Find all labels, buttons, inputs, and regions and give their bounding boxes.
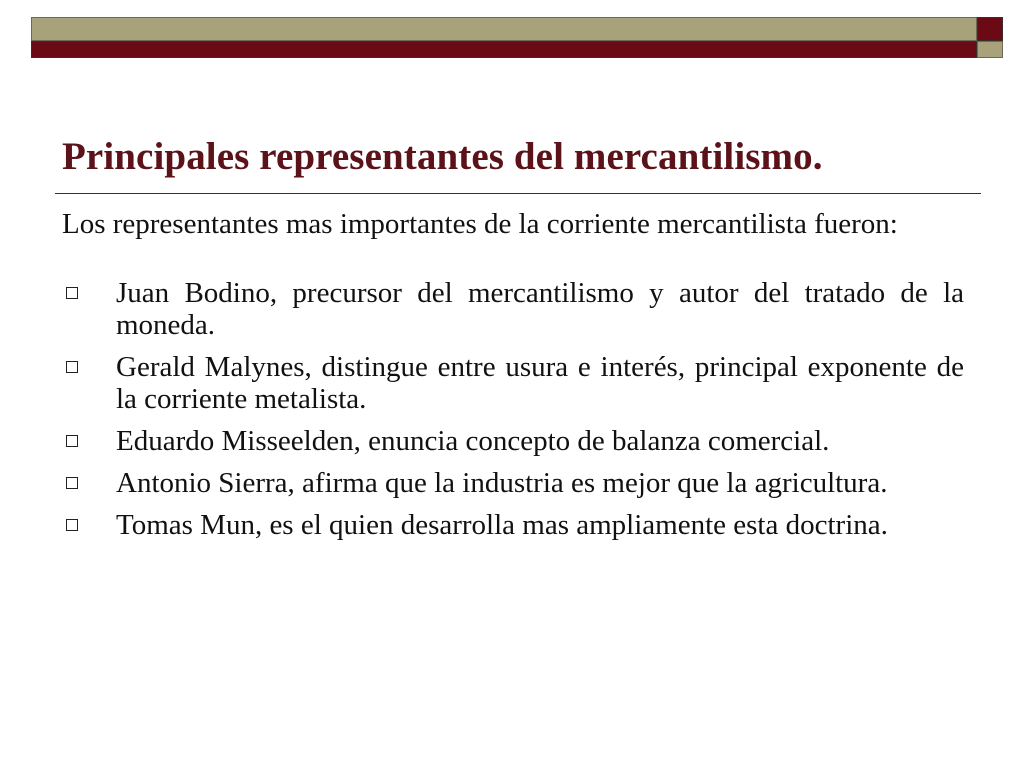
slide-body — [62, 208, 964, 551]
list-item — [62, 351, 964, 415]
list-item — [62, 425, 964, 457]
header-maroon-square — [977, 17, 1003, 41]
list-item — [62, 467, 964, 499]
hollow-square-bullet-icon — [66, 519, 78, 531]
hollow-square-bullet-icon — [66, 477, 78, 489]
list-item-text: Antonio Sierra, afirma que la industria es mejor que la agricultura. — [116, 467, 888, 499]
list-item-text: Eduardo Misseelden, enuncia concepto de balanza comercial. — [116, 425, 830, 457]
hollow-square-bullet-icon — [66, 435, 78, 447]
list-item-text: Gerald Malynes, distingue entre usura e interés, principal exponente de la corriente metalista. — [116, 351, 964, 415]
list-item — [62, 509, 964, 541]
hollow-square-bullet-icon — [66, 287, 78, 299]
list-item — [62, 277, 964, 341]
title-divider — [55, 193, 981, 194]
slide-title: Principales representantes del mercantilismo. — [62, 135, 823, 178]
header-olive-square — [977, 41, 1003, 58]
list-item-text: Tomas Mun, es el quien desarrolla mas ampliamente esta doctrina. — [116, 509, 888, 541]
hollow-square-bullet-icon — [66, 361, 78, 373]
header-maroon-bar — [31, 41, 977, 58]
header-olive-bar — [31, 17, 977, 41]
intro-paragraph: Los representantes mas importantes de la corriente mercantilista fueron: — [62, 208, 898, 240]
representatives-list — [62, 277, 964, 541]
list-item-text: Juan Bodino, precursor del mercantilismo y autor del tratado de la moneda. — [116, 277, 964, 341]
